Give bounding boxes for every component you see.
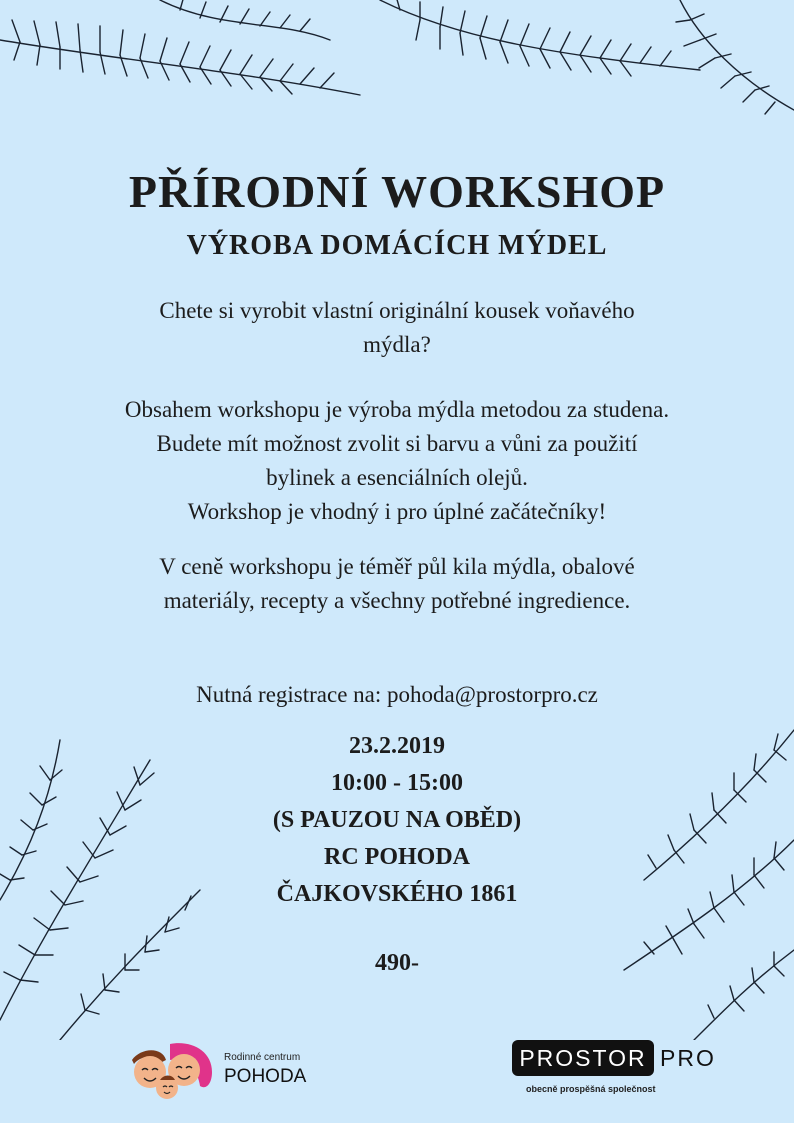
prostor-logo-box: PROSTOR <box>512 1040 654 1076</box>
intro-paragraph <box>40 294 754 362</box>
event-address: ČAJKOVSKÉHO 1861 <box>276 881 518 907</box>
registration-text: Nutná registrace na: pohoda@prostorpro.cz <box>196 682 598 707</box>
price-includes-paragraph <box>40 550 754 618</box>
page-title: PŘÍRODNÍ WORKSHOP <box>128 166 666 217</box>
text-line: Obsahem workshopu je výroba mýdla metodou za studena. <box>124 397 670 422</box>
text-line: Workshop je vhodný i pro úplné začátečníky! <box>187 499 607 524</box>
text-line: mýdla? <box>363 332 431 357</box>
prostor-pro-logo <box>512 1040 716 1100</box>
event-note: (S PAUZOU NA OBĚD) <box>272 807 522 833</box>
event-date: 23.2.2019 <box>349 733 445 759</box>
rosemary-branch-icon <box>0 0 794 140</box>
pohoda-logo <box>126 1040 326 1102</box>
text-line: bylinek a esenciálních olejů. <box>266 465 528 490</box>
text-line: Chete si vyrobit vlastní originální kousek voňavého <box>159 298 635 323</box>
pohoda-logo-caption: Rodinné centrum <box>224 1052 301 1063</box>
family-faces-icon <box>126 1040 218 1102</box>
event-details <box>0 728 794 913</box>
text-line: materiály, recepty a všechny potřebné ingredience. <box>163 588 631 613</box>
event-price: 490- <box>375 950 419 976</box>
description-paragraph <box>40 393 754 529</box>
prostor-logo-tagline: obecně prospěšná společnost <box>526 1084 656 1094</box>
pohoda-logo-name: POHODA <box>224 1066 307 1087</box>
text-line: Budete mít možnost zvolit si barvu a vůni za použití <box>156 431 638 456</box>
page-subtitle: VÝROBA DOMÁCÍCH MÝDEL <box>186 230 608 261</box>
event-time: 10:00 - 15:00 <box>331 770 463 796</box>
prostor-logo-pro: PRO <box>660 1045 716 1071</box>
event-venue: RC POHODA <box>324 844 470 870</box>
text-line: V ceně workshopu je téměř půl kila mýdla, obalové <box>159 554 635 579</box>
